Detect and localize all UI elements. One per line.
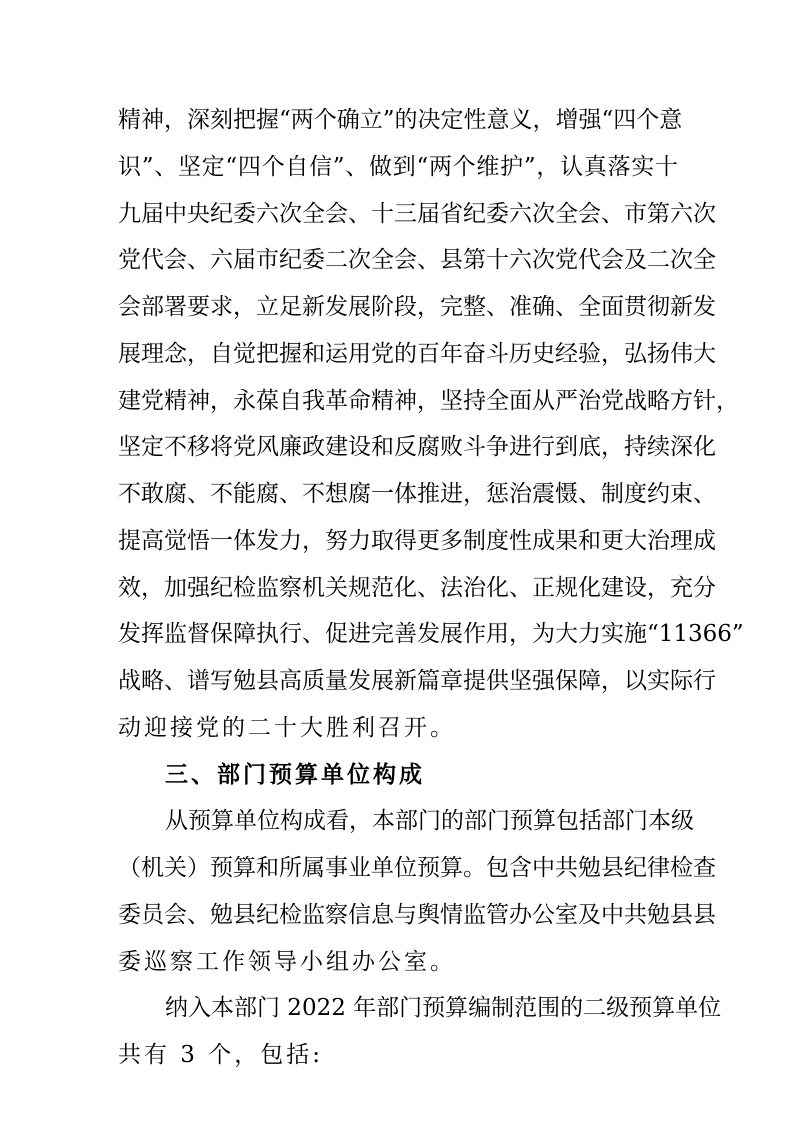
paragraph-line: 坚定不移将党风廉政建设和反腐败斗争进行到底，持续深化 [118, 434, 716, 460]
paragraph-line: 展理念，自觉把握和运用党的百年奋斗历史经验，弘扬伟大 [118, 341, 716, 367]
paragraph-line: 不敢腐、不能腐、不想腐一体推进，惩治震慑、制度约束、 [118, 481, 716, 507]
paragraph-line: 战略、谱写勉县高质量发展新篇章提供坚强保障，以实际行 [118, 668, 716, 694]
paragraph-line: （机关）预算和所属事业单位预算。包含中共勉县纪律检查 [118, 855, 716, 881]
paragraph-line: 提高觉悟一体发力，努力取得更多制度性成果和更大治理成 [118, 528, 716, 554]
paragraph-line: 效，加强纪检监察机关规范化、法治化、正规化建设，充分 [118, 575, 716, 601]
paragraph-line: 动迎接党的二十大胜利召开。 [118, 715, 456, 741]
paragraph-line: 共有 3 个，包括: [118, 1042, 324, 1068]
paragraph-line: 纳入本部门 2022 年部门预算编制范围的二级预算单位 [165, 995, 722, 1021]
paragraph-line: 发挥监督保障执行、促进完善发展作用，为大力实施“11366” [118, 621, 744, 647]
paragraph-line: 建党精神，永葆自我革命精神，坚持全面从严治党战略方针， [118, 388, 739, 414]
paragraph-line: 委员会、勉县纪检监察信息与舆情监管办公室及中共勉县县 [118, 902, 716, 928]
paragraph-line: 精神，深刻把握“两个确立”的决定性意义，增强“四个意 [118, 107, 683, 133]
paragraph-line: 会部署要求，立足新发展阶段，完整、准确、全面贯彻新发 [118, 294, 716, 320]
paragraph-line: 九届中央纪委六次全会、十三届省纪委六次全会、市第六次 [118, 201, 716, 227]
paragraph-line: 识”、坚定“四个自信”、做到“两个维护”，认真落实十 [118, 154, 678, 180]
paragraph-line: 党代会、六届市纪委二次全会、县第十六次党代会及二次全 [118, 247, 716, 273]
paragraph-line: 委巡察工作领导小组办公室。 [118, 949, 456, 975]
section-heading: 三、部门预算单位构成 [165, 761, 425, 788]
paragraph-line: 从预算单位构成看，本部门的部门预算包括部门本级 [165, 808, 694, 834]
